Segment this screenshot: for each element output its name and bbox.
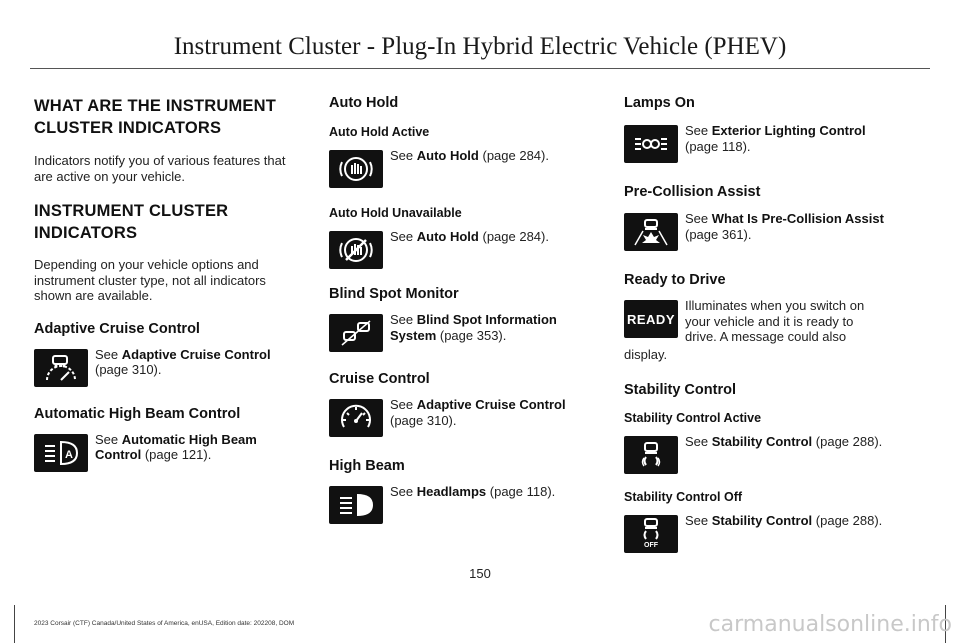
pre-collision-link[interactable]: What Is Pre-Collision Assist (711, 211, 884, 226)
auto-high-beam-link[interactable]: Automatic High Beam Control (95, 431, 257, 462)
high-beam-row (329, 486, 579, 526)
adaptive-cruise-link[interactable]: Adaptive Cruise Control (121, 346, 271, 362)
auto-hold-unavailable-ref: See Auto Hold (page 284). (390, 229, 549, 244)
adaptive-cruise-ref: See Adaptive Cruise Control (page 310). (95, 346, 271, 377)
high-beam-heading: High Beam (329, 458, 405, 474)
ready-to-drive-row (624, 300, 894, 348)
adaptive-cruise-heading: Adaptive Cruise Control (34, 320, 200, 337)
svg-text:A: A (65, 448, 73, 461)
blind-spot-heading: Blind Spot Monitor (329, 286, 459, 302)
stability-off-row (624, 512, 894, 555)
stability-off-ref: See Stability Control (page 288). (685, 512, 883, 528)
pre-collision-heading: Pre-Collision Assist (624, 184, 761, 200)
stability-active-row (624, 433, 894, 476)
cruise-control-row (329, 399, 579, 439)
watermark: carmanualsonline.info (708, 612, 952, 637)
auto-hold-active-ref: See Auto Hold (page 284). (390, 148, 549, 163)
header-divider (30, 68, 930, 69)
pre-collision-row (624, 213, 894, 253)
blind-spot-ref: See Blind Spot Information System (page 353). (390, 312, 557, 343)
section-heading-2: INSTRUMENT CLUSTER (34, 202, 229, 220)
blind-spot-icon (329, 314, 383, 352)
lamps-on-row (624, 125, 894, 165)
auto-hold-heading: Auto Hold (329, 95, 399, 111)
crop-mark-left (14, 605, 15, 643)
stability-off-icon (624, 515, 678, 553)
ready-to-drive-text-cont: display. (624, 347, 668, 362)
edition-footer: 2023 Corsair (CTF) Canada/United States of America, enUSA, Edition date: 202208, DOM (34, 620, 295, 627)
high-beam-link[interactable]: Headlamps (416, 484, 487, 499)
cruise-control-icon (329, 399, 383, 437)
auto-hold-unavailable-heading: Auto Hold Unavailable (329, 206, 462, 220)
stability-active-heading: Stability Control Active (624, 410, 762, 425)
auto-hold-unavailable-row (329, 231, 579, 271)
stability-link-2[interactable]: Stability Control (711, 512, 813, 528)
auto-hold-link-2[interactable]: Auto Hold (416, 229, 479, 244)
blind-spot-link[interactable]: Blind Spot Information System (390, 312, 557, 343)
pre-collision-ref: See What Is Pre-Collision Assist (page 361). (685, 211, 884, 242)
column-right (624, 95, 894, 555)
stability-active-icon (624, 436, 678, 474)
ready-icon-label: READY (626, 311, 675, 327)
auto-high-beam-heading: Automatic High Beam Control (34, 405, 241, 422)
auto-hold-link[interactable]: Auto Hold (416, 148, 479, 163)
page-number: 150 (469, 566, 491, 581)
stability-active-ref: See Stability Control (page 288). (685, 433, 883, 449)
auto-high-beam-ref: See Automatic High Beam Control (page 121). (95, 431, 257, 462)
auto-high-beam-icon (34, 434, 88, 472)
auto-hold-active-icon (329, 150, 383, 188)
auto-hold-active-row (329, 150, 579, 190)
high-beam-icon (329, 486, 383, 524)
blind-spot-row (329, 314, 579, 354)
pre-collision-icon (624, 213, 678, 251)
lamps-on-heading: Lamps On (624, 95, 695, 111)
auto-hold-active-heading: Auto Hold Active (329, 125, 430, 139)
auto-hold-unavailable-icon (329, 231, 383, 269)
cruise-control-ref: See Adaptive Cruise Control (page 310). (390, 397, 566, 428)
intro-text: Indicators notify you of various features that are active on your vehicle. (34, 153, 286, 184)
lamps-on-link[interactable]: Exterior Lighting Control (711, 123, 866, 138)
stability-off-label: OFF (644, 541, 658, 549)
auto-high-beam-row (34, 431, 306, 474)
adaptive-cruise-icon (34, 349, 88, 387)
section-heading-cont: CLUSTER INDICATORS (34, 119, 222, 137)
lamps-on-ref: See Exterior Lighting Control (page 118). (685, 123, 866, 154)
section-heading-2-cont: INDICATORS (34, 224, 138, 242)
high-beam-ref: See Headlamps (page 118). (390, 484, 556, 499)
intro-text-2: Depending on your vehicle options and instrument cluster type, not all indicators shown are available. (34, 257, 266, 303)
ready-to-drive-heading: Ready to Drive (624, 272, 726, 288)
adaptive-cruise-row (34, 346, 306, 389)
stability-heading: Stability Control (624, 381, 736, 398)
column-middle (329, 95, 579, 526)
section-heading: WHAT ARE THE INSTRUMENT (34, 97, 276, 115)
stability-link[interactable]: Stability Control (711, 433, 813, 449)
page-header-title: Instrument Cluster - Plug-In Hybrid Electric Vehicle (PHEV) (173, 33, 787, 60)
ready-to-drive-text: Illuminates when you switch on your vehicle and it is ready to drive. A message could also (685, 298, 865, 344)
cruise-control-link[interactable]: Adaptive Cruise Control (416, 397, 566, 412)
cruise-control-heading: Cruise Control (329, 371, 430, 387)
column-left (34, 95, 306, 474)
stability-off-heading: Stability Control Off (624, 489, 743, 504)
ready-icon (624, 300, 678, 338)
lamps-on-icon (624, 125, 678, 163)
